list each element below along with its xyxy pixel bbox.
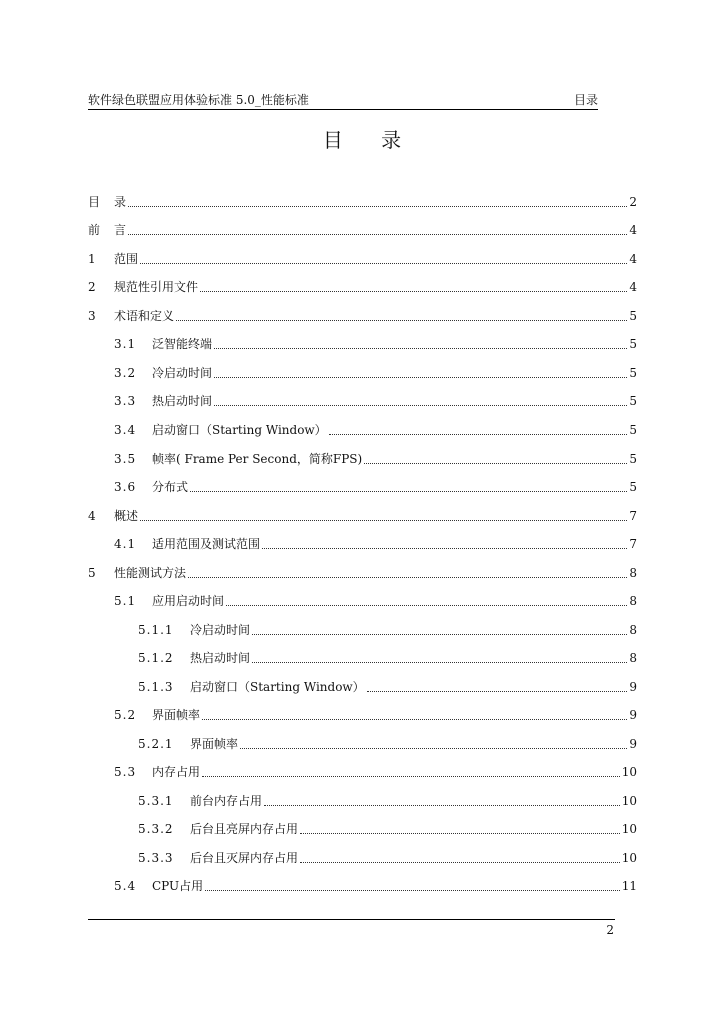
toc-entry-page: 8 [629, 623, 637, 637]
toc-entry-label: 界面帧率 [152, 708, 201, 722]
toc-entry-label: 前台内存占用 [190, 794, 263, 808]
toc-entry[interactable] [114, 479, 637, 495]
toc-leader-dots [252, 650, 627, 663]
toc-entry-number: 前 [88, 223, 102, 237]
toc-entry-number: 1 [88, 252, 97, 266]
toc-entry-number: 5.2 [114, 708, 137, 722]
toc-entry-number: 5.4 [114, 879, 137, 893]
toc-entry-page: 9 [629, 680, 637, 694]
toc-entry-label: 热启动时间 [152, 394, 213, 408]
toc-entry[interactable] [114, 764, 637, 780]
toc-entry-page: 7 [629, 537, 637, 551]
toc-entry-page: 4 [629, 280, 637, 294]
toc-entry-page: 2 [629, 195, 637, 209]
toc-entry[interactable] [114, 878, 637, 894]
toc-leader-dots [226, 593, 627, 606]
toc-entry-number: 目 [88, 195, 102, 209]
toc-entry-number: 3.5 [114, 452, 137, 466]
toc-entry[interactable] [88, 222, 637, 238]
toc-entry-number: 5.3.1 [138, 794, 174, 808]
toc-entry-page: 5 [629, 309, 637, 323]
toc-entry[interactable] [114, 336, 637, 352]
toc-entry[interactable] [138, 736, 637, 752]
toc-entry-label: 应用启动时间 [152, 594, 225, 608]
toc-entry[interactable] [88, 279, 637, 295]
footer-divider [88, 919, 615, 920]
toc-entry-label: 启动窗口（Starting Window） [190, 680, 365, 694]
toc-entry-number: 2 [88, 280, 97, 294]
toc-entry-page: 8 [629, 566, 637, 580]
toc-entry-number: 4 [88, 509, 97, 523]
toc-entry[interactable] [114, 365, 637, 381]
toc-entry-label: 分布式 [152, 480, 189, 494]
toc-entry-label: 泛智能终端 [152, 337, 213, 351]
toc-leader-dots [205, 878, 620, 891]
toc-leader-dots [214, 336, 627, 349]
toc-entry[interactable] [138, 821, 637, 837]
toc-entry-label: 界面帧率 [190, 737, 239, 751]
toc-entry-label: 术语和定义 [114, 309, 175, 323]
toc-leader-dots [200, 279, 627, 292]
toc-entry-label: 性能测试方法 [114, 566, 187, 580]
toc-leader-dots [190, 479, 627, 492]
toc-entry-page: 10 [621, 794, 637, 808]
toc-entry-number: 5.2.1 [138, 737, 174, 751]
toc-entry-number: 5.3.3 [138, 851, 174, 865]
toc-entry-page: 4 [629, 252, 637, 266]
page-number: 2 [606, 923, 614, 937]
toc-leader-dots [176, 308, 627, 321]
toc-entry-label: 帧率( Frame Per Second，简称FPS) [152, 452, 363, 466]
toc-title: 目 录 [322, 128, 418, 152]
header-divider [88, 109, 598, 110]
toc-entry-page: 5 [629, 452, 637, 466]
toc-leader-dots [240, 736, 627, 749]
toc-entry[interactable] [114, 393, 637, 409]
toc-entry-label: 后台且灭屏内存占用 [190, 851, 299, 865]
toc-leader-dots [128, 194, 627, 207]
toc-entry-label: CPU占用 [152, 879, 204, 893]
toc-entry-page: 5 [629, 480, 637, 494]
toc-entry-number: 3 [88, 309, 97, 323]
toc-leader-dots [128, 222, 627, 235]
toc-entry-label: 规范性引用文件 [114, 280, 199, 294]
toc-entry-number: 3.2 [114, 366, 137, 380]
toc-entry-page: 5 [629, 423, 637, 437]
toc-leader-dots [188, 565, 627, 578]
toc-entry-label: 内存占用 [152, 765, 201, 779]
toc-leader-dots [329, 422, 628, 435]
section-name: 目录 [573, 93, 598, 107]
page-header [88, 92, 598, 108]
toc-entry-label: 适用范围及测试范围 [152, 537, 261, 551]
toc-entry-label: 启动窗口（Starting Window） [152, 423, 327, 437]
document-title: 软件绿色联盟应用体验标准 5.0_性能标准 [88, 93, 309, 107]
toc-entry-page: 7 [629, 509, 637, 523]
toc-entry-label: 冷启动时间 [190, 623, 251, 637]
toc-entry-number: 5.1 [114, 594, 137, 608]
toc-entry-number: 4.1 [114, 537, 137, 551]
toc-entry[interactable] [138, 793, 637, 809]
toc-leader-dots [214, 365, 627, 378]
toc-entry[interactable] [138, 650, 637, 666]
toc-entry-page: 5 [629, 366, 637, 380]
toc-leader-dots [364, 451, 627, 464]
toc-entry-label: 范围 [114, 252, 139, 266]
toc-leader-dots [367, 679, 628, 692]
toc-leader-dots [252, 622, 627, 635]
toc-entry-number: 5.1.3 [138, 680, 174, 694]
toc-entry[interactable] [114, 451, 637, 467]
toc-leader-dots [140, 508, 627, 521]
toc-entry-number: 5.3.2 [138, 822, 174, 836]
toc-entry[interactable] [88, 508, 637, 524]
toc-entry[interactable] [114, 422, 637, 438]
toc-leader-dots [202, 707, 627, 720]
toc-leader-dots [214, 393, 627, 406]
toc-entry-number: 3.3 [114, 394, 137, 408]
toc-entry-number: 3.4 [114, 423, 137, 437]
toc-entry-number: 3.6 [114, 480, 137, 494]
toc-leader-dots [300, 821, 620, 834]
toc-entry-page: 8 [629, 594, 637, 608]
toc-entry-number: 5.1.2 [138, 651, 174, 665]
toc-entry-label: 冷启动时间 [152, 366, 213, 380]
toc-entry[interactable] [88, 308, 637, 324]
toc-entry[interactable] [88, 194, 637, 210]
toc-entry[interactable] [88, 565, 637, 581]
toc-entry-page: 10 [621, 765, 637, 779]
toc-entry[interactable] [88, 251, 637, 267]
toc-entry[interactable] [114, 707, 637, 723]
toc-entry[interactable] [138, 850, 637, 866]
toc-entry-label: 后台且亮屏内存占用 [190, 822, 299, 836]
toc-entry[interactable] [138, 622, 637, 638]
toc-entry-page: 8 [629, 651, 637, 665]
toc-entry-page: 5 [629, 394, 637, 408]
toc-entry-number: 5.1.1 [138, 623, 174, 637]
toc-entry-page: 9 [629, 708, 637, 722]
toc-entry-page: 10 [621, 822, 637, 836]
toc-entry-label: 概述 [114, 509, 139, 523]
toc-entry-page: 9 [629, 737, 637, 751]
toc-entry-page: 10 [621, 851, 637, 865]
toc-leader-dots [264, 793, 620, 806]
toc-entry-page: 5 [629, 337, 637, 351]
toc-entry-number: 5.3 [114, 765, 137, 779]
toc-entry-label: 录 [114, 195, 127, 209]
toc-entry-label: 言 [114, 223, 127, 237]
toc-leader-dots [262, 536, 627, 549]
toc-entry-number: 3.1 [114, 337, 137, 351]
toc-entry-page: 4 [629, 223, 637, 237]
toc-entry[interactable] [114, 536, 637, 552]
toc-entry[interactable] [138, 679, 637, 695]
toc-entry-label: 热启动时间 [190, 651, 251, 665]
toc-leader-dots [300, 850, 620, 863]
toc-leader-dots [202, 764, 620, 777]
toc-entry-page: 11 [621, 879, 637, 893]
toc-leader-dots [140, 251, 627, 264]
toc-entry-number: 5 [88, 566, 97, 580]
toc-entry[interactable] [114, 593, 637, 609]
